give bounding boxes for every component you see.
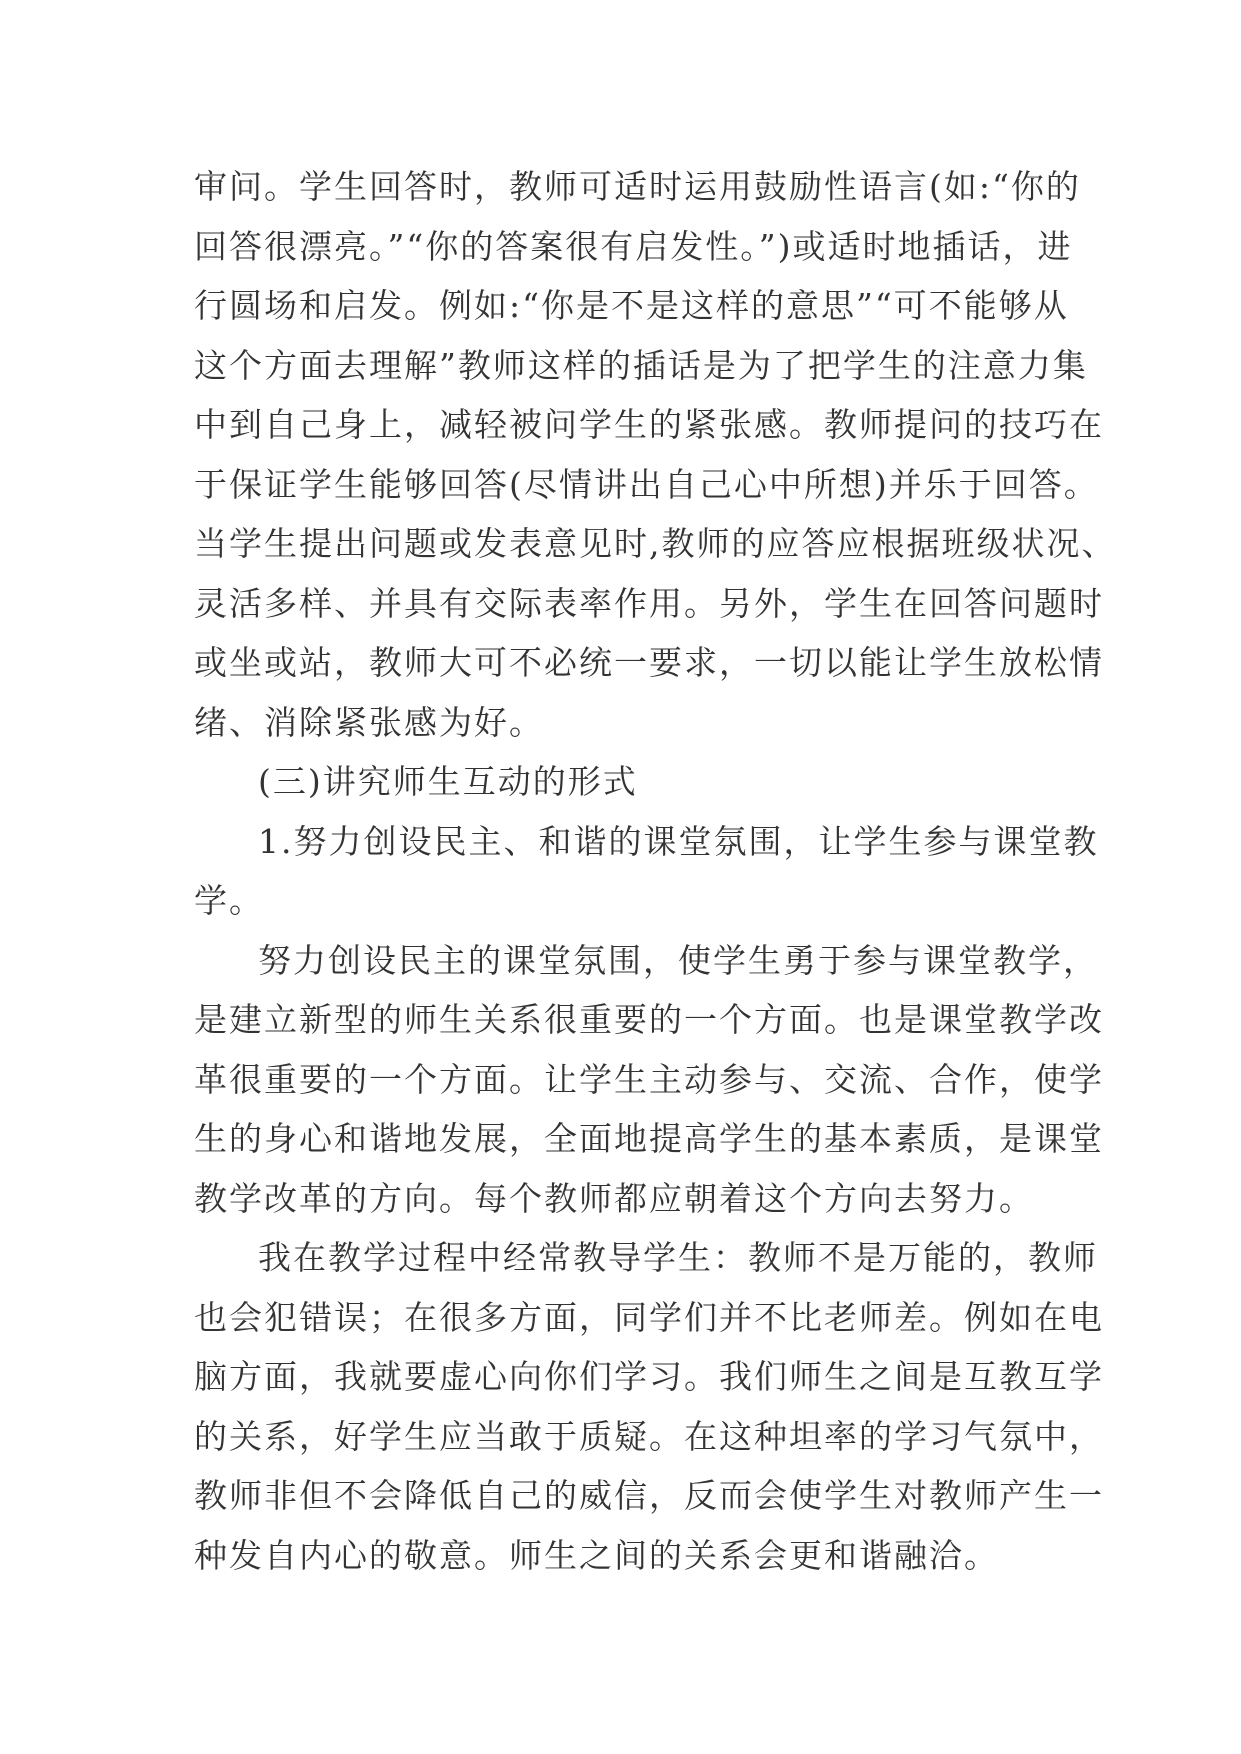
paragraph-start: 努力创设民主的课堂氛围，使学生勇于参与课堂教学， [258, 940, 1098, 980]
text-line: 中到自己身上，减轻被问学生的紧张感。教师提问的技巧在 [194, 405, 1104, 444]
text-line: 教学改革的方向。每个教师都应朝着这个方向去努力。 [194, 1178, 1034, 1218]
body-text [194, 157, 1117, 1585]
text-line: 是建立新型的师生关系很重要的一个方面。也是课堂教学改 [194, 1000, 1104, 1039]
text-line: 或坐或站，教师大可不必统一要求，一切以能让学生放松情 [194, 643, 1104, 682]
text-line: 种发自内心的敬意。师生之间的关系会更和谐融洽。 [194, 1535, 999, 1575]
text-line: 行圆场和启发。例如:“你是不是这样的意思”“可不能够从 [194, 286, 1069, 325]
text-line: 于保证学生能够回答(尽情讲出自己心中所想)并乐于回答。 [194, 464, 1099, 504]
subsection-heading: 1.努力创设民主、和谐的课堂氛围，让学生参与课堂教 [258, 821, 1099, 861]
text-line: 生的身心和谐地发展，全面地提高学生的基本素质，是课堂 [194, 1119, 1104, 1158]
text-line: 这个方面去理解”教师这样的插话是为了把学生的注意力集 [194, 345, 1088, 385]
text-line: 革很重要的一个方面。让学生主动参与、交流、合作，使学 [194, 1059, 1104, 1099]
text-line: 灵活多样、并具有交际表率作用。另外，学生在回答问题时 [194, 583, 1104, 623]
text-line: 教师非但不会降低自己的威信，反而会使学生对教师产生一 [194, 1476, 1104, 1515]
text-line: 脑方面，我就要虚心向你们学习。我们师生之间是互教互学 [194, 1357, 1104, 1396]
paragraph-start: 我在教学过程中经常教导学生：教师不是万能的，教师 [258, 1238, 1098, 1277]
section-heading: (三)讲究师生互动的形式 [258, 762, 638, 801]
text-line: 也会犯错误；在很多方面，同学们并不比老师差。例如在电 [194, 1297, 1104, 1337]
text-line: 当学生提出问题或发表意见时,教师的应答应根据班级状况、 [194, 524, 1117, 563]
text-line: 审问。学生回答时，教师可适时运用鼓励性语言(如:“你的 [194, 167, 1081, 206]
text-line: 绪、消除紧张感为好。 [194, 702, 544, 742]
text-line: 回答很漂亮。”“你的答案很有启发性。”)或适时地插话，进 [194, 226, 1073, 266]
text-line: 学。 [194, 881, 264, 920]
text-line: 的关系，好学生应当敢于质疑。在这种坦率的学习气氛中， [194, 1416, 1104, 1456]
